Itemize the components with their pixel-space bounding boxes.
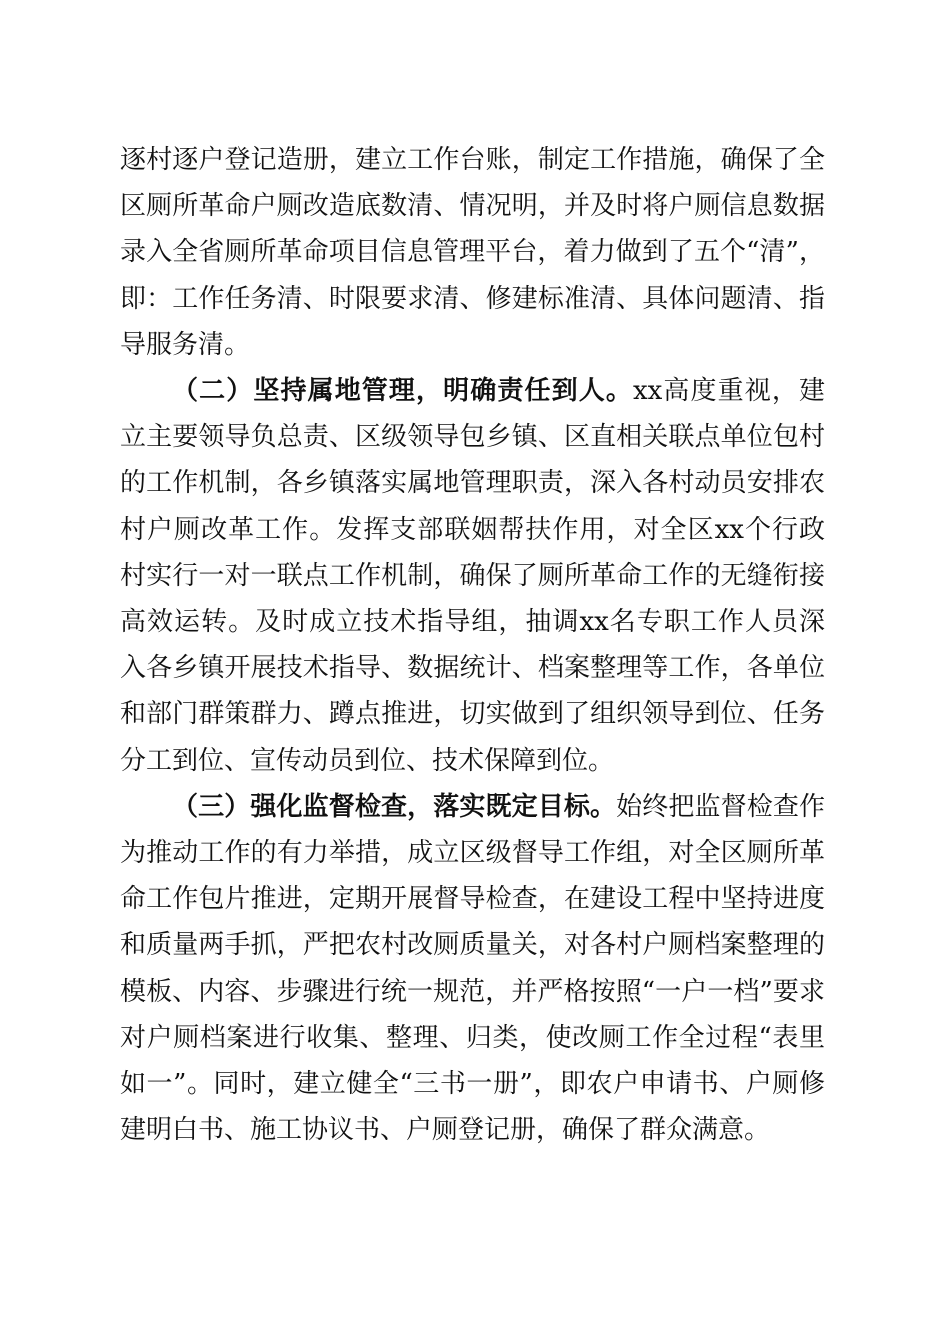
document-body [120,137,825,1153]
paragraph-1 [120,137,825,368]
paragraph-3-text: 始终把监督检查作为推动工作的有力举措，成立区级督导工作组，对全区厕所革命工作包片推进，定期开展督导检查，在建设工程中坚持进度和质量两手抓，严把农村改厕质量关，对各村户厕档案整理的模板、内容、步骤进行统一规范，并严格按照“一户一档”要求对户厕档案进行收集、整理、归类，使改厕工作全过程“表里如一”。同时，建立健全“三书一册”，即农户申请书、户厕修建明白书、施工协议书、户厕登记册，确保了群众满意。 [120,791,825,1146]
paragraph-3 [120,784,825,1154]
section-heading-3: （三）强化监督检查，落实既定目标。 [172,791,617,822]
paragraph-2 [120,368,825,784]
section-heading-2: （二）坚持属地管理，明确责任到人。 [172,376,633,407]
paragraph-2-text: xx高度重视，建立主要领导负总责、区级领导包乡镇、区直相关联点单位包村的工作机制，各乡镇落实属地管理职责，深入各村动员安排农村户厕改革工作。发挥支部联姻帮扶作用，对全区xx个行政村实行一对一联点工作机制，确保了厕所革命工作的无缝衔接高效运转。及时成立技术指导组，抽调xx名专职工作人员深入各乡镇开展技术指导、数据统计、档案整理等工作，各单位和部门群策群力、蹲点推进，切实做到了组织领导到位、任务分工到位、宣传动员到位、技术保障到位。 [120,376,825,776]
paragraph-1-text: 逐村逐户登记造册，建立工作台账，制定工作措施，确保了全区厕所革命户厕改造底数清、情况明，并及时将户厕信息数据录入全省厕所革命项目信息管理平台，着力做到了五个“清”，即：工作任务清、时限要求清、修建标准清、具体问题清、指导服务清。 [120,145,825,360]
